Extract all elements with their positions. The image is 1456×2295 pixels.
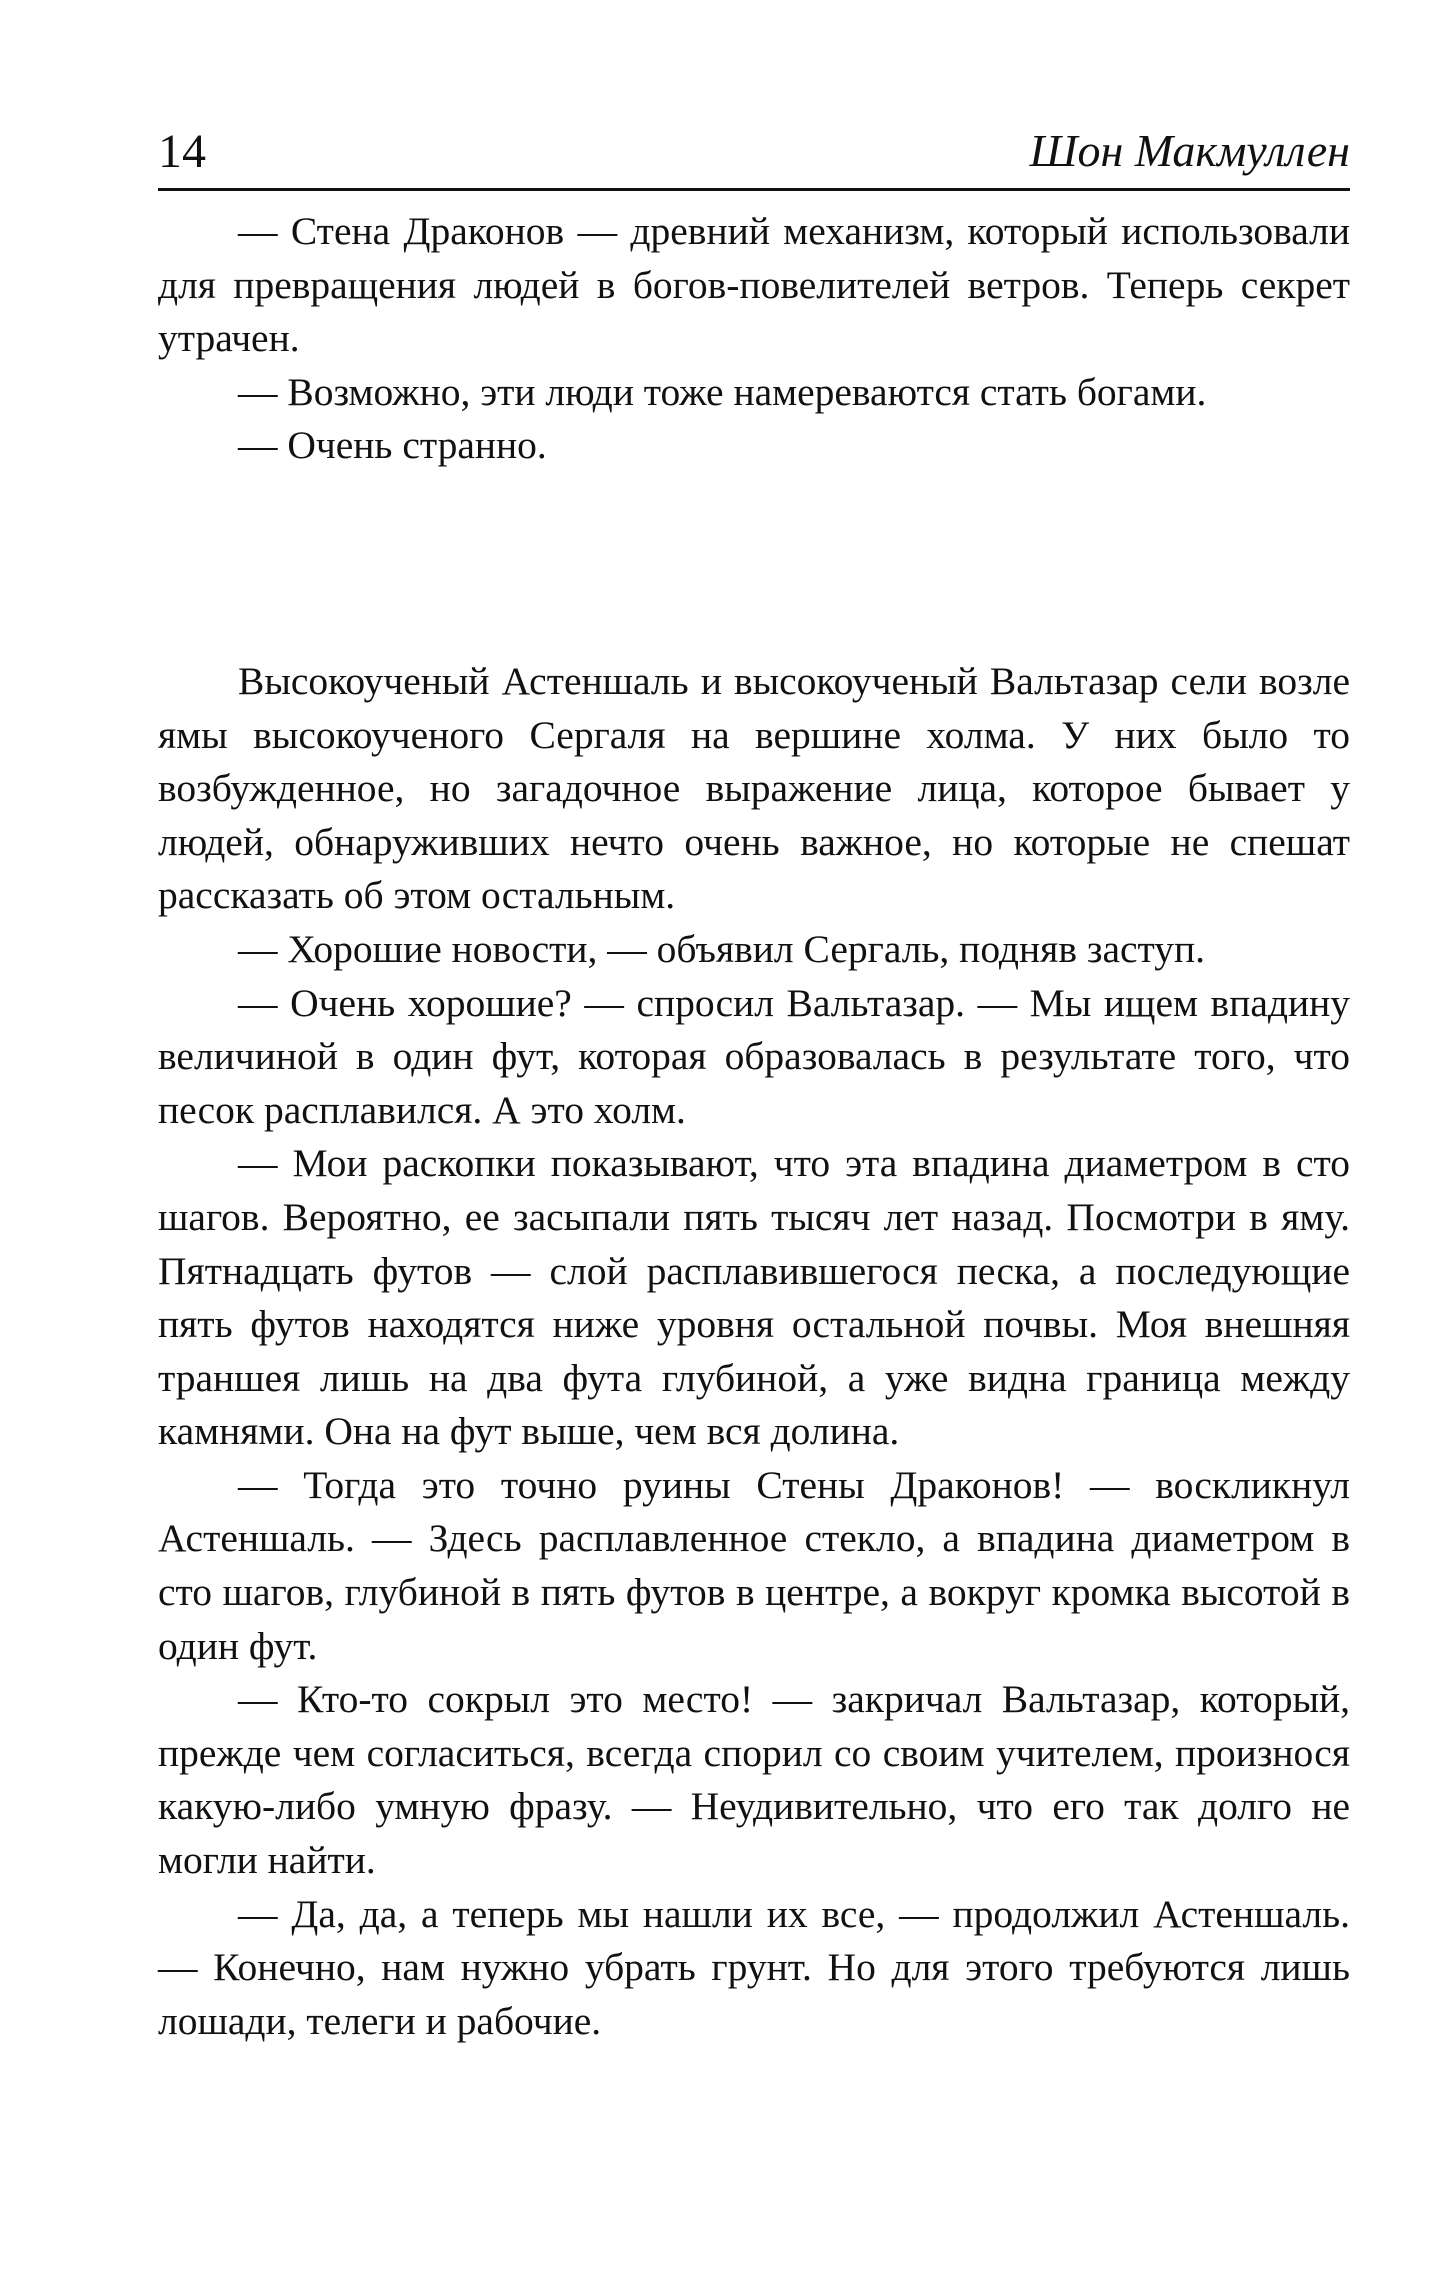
paragraph: — Мои раскопки показывают, что эта впадина диаметром в сто шагов. Вероятно, ее засыпали пять тысяч лет назад. Посмотри в яму. Пятнадцать футов — слой расплавившегося песка, а последующие пять футов находятся ниже уровня остальной почвы. Моя внешняя траншея лишь на два фута глубиной, а уже видна граница между камнями. Она на фут выше, чем вся долина. [158, 1141, 1350, 1454]
paragraph: — Стена Драконов — древний механизм, который использовали для превращения людей в богов-повелителей ветров. Теперь секрет утрачен. [158, 209, 1350, 361]
page-number: 14 [158, 125, 206, 178]
paragraph: — Очень странно. [238, 423, 547, 468]
paragraph: Высокоученый Астеншаль и высокоученый Вальтазар сели возле ямы высокоученого Сергаля на вершине холма. У них было то возбужденное, но загадочное выражение лица, которое бывает у людей, обнаруживших нечто очень важное, но которые не спешат рассказать об этом остальным. [158, 658, 1350, 918]
running-title: Шон Макмуллен [1029, 125, 1350, 176]
paragraph: — Кто-то сокрыл это место! — закричал Вальтазар, который, прежде чем согласиться, всегда спорил со своим учителем, произнося какую-либо умную фразу. — Неудивительно, что его так долго не могли найти. [158, 1677, 1350, 1883]
body-text [158, 205, 1350, 2048]
paragraph: — Хорошие новости, — объявил Сергаль, подняв заступ. [238, 926, 1206, 971]
running-head [158, 118, 1350, 191]
paragraph: — Да, да, а теперь мы нашли их все, — продолжил Астеншаль. — Конечно, нам нужно убрать грунт. Но для этого требуются лишь лошади, телеги и рабочие. [158, 1891, 1350, 2043]
paragraph: — Очень хорошие? — спросил Вальтазар. — Мы ищем впадину величиной в один фут, которая образовалась в результате того, что песок расплавился. А это холм. [158, 980, 1350, 1132]
book-page [158, 118, 1350, 2048]
paragraph: — Тогда это точно руины Стены Драконов! — воскликнул Астеншаль. — Здесь расплавленное стекло, а впадина диаметром в сто шагов, глубиной в пять футов в центре, а вокруг кромка высотой в один фут. [158, 1462, 1350, 1668]
paragraph: — Возможно, эти люди тоже намереваются стать богами. [238, 369, 1207, 414]
section-break [158, 473, 1350, 655]
